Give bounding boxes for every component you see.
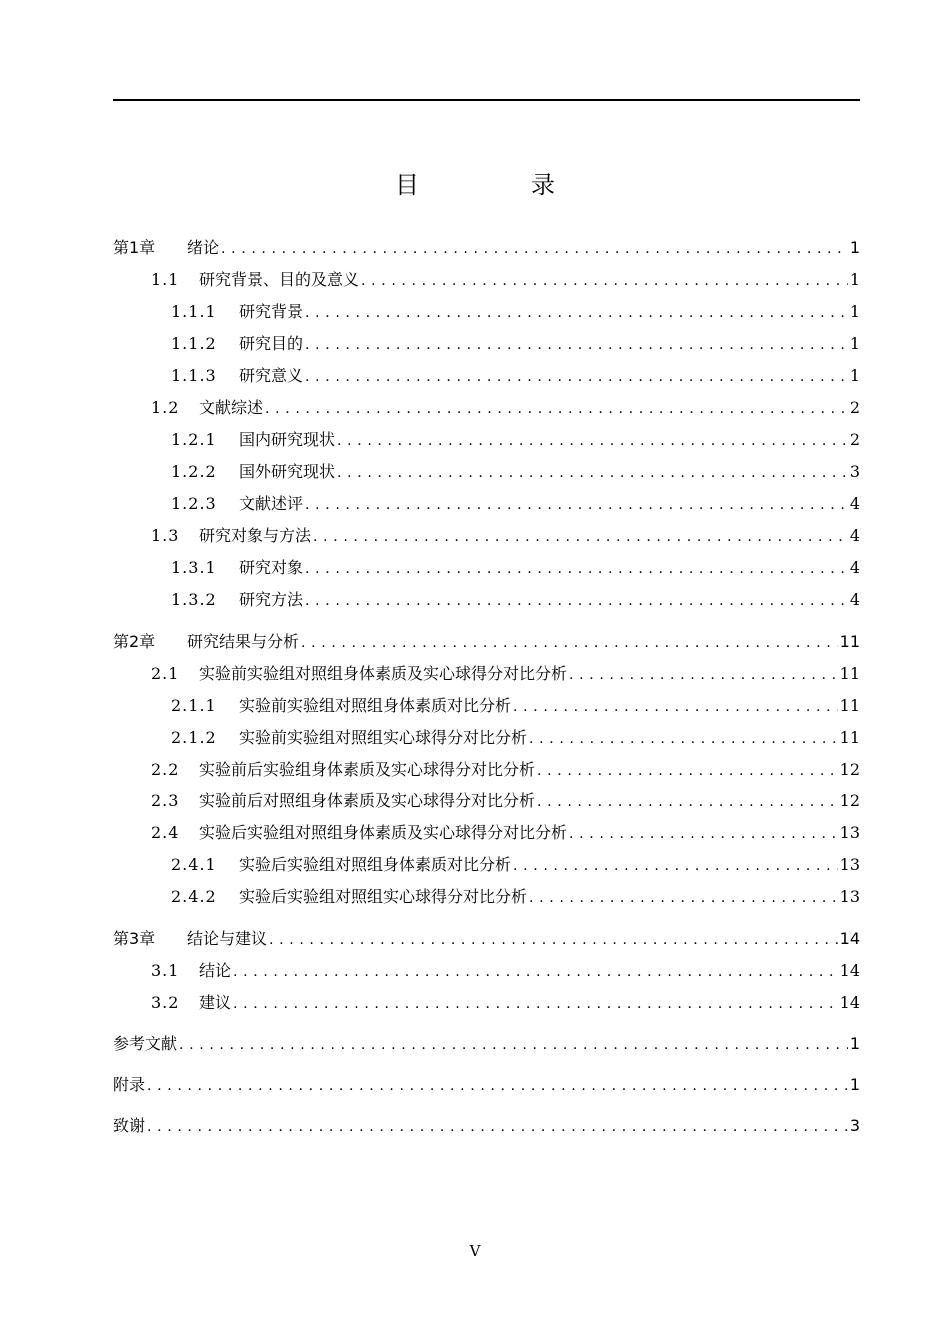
toc-entry-appendix[interactable] — [113, 1073, 860, 1097]
toc-leader-dots — [513, 854, 838, 878]
toc-leader-dots — [529, 727, 838, 751]
toc-entry-page: 11 — [839, 664, 860, 683]
toc-leader-dots — [305, 589, 848, 613]
toc-entry-number: 1.2 — [151, 398, 180, 417]
toc-leader-dots — [313, 525, 848, 549]
toc-entry-page: 4 — [849, 590, 860, 609]
toc-leader-dots — [233, 992, 838, 1016]
toc-entry-text: 研究对象 — [239, 558, 304, 577]
toc-entry-text: 结论 — [199, 961, 232, 980]
toc-entry-page: 4 — [849, 558, 860, 577]
toc-entry-page: 13 — [839, 855, 860, 874]
toc-entry-text: 研究结果与分析 — [187, 632, 300, 651]
toc-entry-number: 2.1 — [151, 664, 180, 683]
toc-entry-subsection[interactable] — [171, 853, 860, 877]
toc-entry-subsection[interactable] — [171, 492, 860, 516]
toc-leader-dots — [269, 928, 838, 952]
toc-leader-dots — [233, 960, 838, 984]
toc-entry-page: 12 — [839, 760, 860, 779]
toc-entry-page: 3 — [849, 462, 860, 481]
toc-entry-subsection[interactable] — [171, 694, 860, 718]
toc-leader-dots — [305, 557, 848, 581]
toc-leader-dots — [337, 429, 848, 453]
toc-leader-dots — [265, 397, 848, 421]
toc-entry-section[interactable] — [151, 991, 860, 1015]
toc-leader-dots — [337, 461, 848, 485]
toc-entry-number: 1.1.2 — [171, 334, 217, 353]
toc-leader-dots — [305, 493, 848, 517]
toc-leader-dots — [147, 1074, 848, 1098]
toc-entry-page: 11 — [839, 728, 860, 747]
toc-entry-text: 实验后实验组对照组身体素质及实心球得分对比分析 — [199, 823, 568, 842]
toc-leader-dots — [513, 695, 838, 719]
toc-entry-number: 2.4.1 — [171, 855, 217, 874]
toc-entry-page: 11 — [839, 696, 860, 715]
toc-leader-dots — [179, 1033, 848, 1057]
toc-entry-number: 1.2.3 — [171, 494, 217, 513]
toc-entry-subsection[interactable] — [171, 300, 860, 324]
toc-entry-page: 1 — [849, 1075, 860, 1094]
toc-entry-chapter-3[interactable] — [113, 927, 860, 951]
toc-entry-text: 实验前实验组对照组身体素质对比分析 — [239, 696, 512, 715]
toc-entry-number: 第1章 — [113, 238, 156, 257]
toc-leader-dots — [301, 631, 838, 655]
toc-entry-text: 研究意义 — [239, 366, 304, 385]
toc-entry-number: 2.4.2 — [171, 887, 217, 906]
toc-entry-subsection[interactable] — [171, 885, 860, 909]
toc-entry-page: 13 — [839, 823, 860, 842]
toc-entry-text: 绪论 — [187, 238, 220, 257]
toc-leader-dots — [147, 1115, 848, 1139]
toc-entry-subsection[interactable] — [171, 332, 860, 356]
toc-entry-subsection[interactable] — [171, 588, 860, 612]
toc-entry-section[interactable] — [151, 662, 860, 686]
toc-entry-number: 1.3.1 — [171, 558, 217, 577]
toc-entry-references[interactable] — [113, 1032, 860, 1056]
toc-leader-dots — [305, 365, 848, 389]
toc-entry-page: 13 — [839, 887, 860, 906]
toc-entry-number: 1.2.2 — [171, 462, 217, 481]
toc-entry-page: 1 — [849, 238, 860, 257]
toc-leader-dots — [361, 269, 848, 293]
toc-entry-text: 附录 — [113, 1075, 146, 1094]
toc-entry-text: 研究对象与方法 — [199, 526, 312, 545]
toc-entry-number: 1.1.1 — [171, 302, 217, 321]
toc-entry-text: 致谢 — [113, 1116, 146, 1135]
toc-entry-text: 参考文献 — [113, 1034, 178, 1053]
toc-entry-page: 1 — [849, 334, 860, 353]
toc-entry-number: 1.1 — [151, 270, 180, 289]
toc-entry-number: 3.2 — [151, 993, 180, 1012]
toc-entry-text: 实验前实验组对照组身体素质及实心球得分对比分析 — [199, 664, 568, 683]
toc-entry-number: 2.4 — [151, 823, 180, 842]
toc-entry-subsection[interactable] — [171, 556, 860, 580]
toc-entry-text: 国外研究现状 — [239, 462, 336, 481]
toc-entry-chapter-2[interactable] — [113, 630, 860, 654]
toc-entry-section[interactable] — [151, 396, 860, 420]
toc-entry-page: 1 — [849, 302, 860, 321]
toc-entry-number: 1.3 — [151, 526, 180, 545]
toc-entry-subsection[interactable] — [171, 460, 860, 484]
toc-leader-dots — [529, 886, 838, 910]
toc-entry-page: 2 — [849, 430, 860, 449]
toc-leader-dots — [221, 237, 848, 261]
toc-entry-subsection[interactable] — [171, 726, 860, 750]
toc-entry-text: 实验前后实验组身体素质及实心球得分对比分析 — [199, 760, 536, 779]
toc-entry-page: 2 — [849, 398, 860, 417]
toc-entry-section[interactable] — [151, 758, 860, 782]
toc-entry-text: 研究目的 — [239, 334, 304, 353]
toc-entry-page: 1 — [849, 270, 860, 289]
toc-leader-dots — [569, 822, 838, 846]
toc-entry-subsection[interactable] — [171, 364, 860, 388]
toc-entry-page: 14 — [839, 993, 860, 1012]
toc-entry-text: 国内研究现状 — [239, 430, 336, 449]
toc-entry-subsection[interactable] — [171, 428, 860, 452]
toc-entry-page: 14 — [839, 961, 860, 980]
toc-title: 目 录 — [395, 171, 599, 199]
toc-entry-section[interactable] — [151, 524, 860, 548]
toc-leader-dots — [569, 663, 838, 687]
toc-entry-page: 14 — [839, 929, 860, 948]
toc-leader-dots — [305, 301, 848, 325]
toc-entry-text: 研究方法 — [239, 590, 304, 609]
toc-entry-page: 1 — [849, 366, 860, 385]
toc-entry-text: 研究背景、目的及意义 — [199, 270, 360, 289]
toc-entry-page: 4 — [849, 526, 860, 545]
toc-leader-dots — [537, 759, 838, 783]
toc-entry-text: 文献述评 — [239, 494, 304, 513]
toc-entry-page: 12 — [839, 791, 860, 810]
toc-entry-section[interactable] — [151, 789, 860, 813]
header-rule — [113, 99, 860, 101]
toc-entry-number: 2.1.1 — [171, 696, 217, 715]
toc-entry-text: 结论与建议 — [187, 929, 268, 948]
toc-entry-page: 3 — [849, 1116, 860, 1135]
toc-entry-number: 2.2 — [151, 760, 180, 779]
toc-entry-text: 文献综述 — [199, 398, 264, 417]
toc-entry-text: 实验后实验组对照组身体素质对比分析 — [239, 855, 512, 874]
toc-entry-number: 1.3.2 — [171, 590, 217, 609]
footer-page-number: V — [469, 1242, 481, 1260]
toc-entry-section[interactable] — [151, 959, 860, 983]
toc-entry-page: 11 — [839, 632, 860, 651]
toc-entry-number: 1.2.1 — [171, 430, 217, 449]
toc-entry-section[interactable] — [151, 268, 860, 292]
toc-entry-acknowledgements[interactable] — [113, 1114, 860, 1138]
toc-leader-dots — [537, 790, 838, 814]
toc-entry-text: 建议 — [199, 993, 232, 1012]
toc-leader-dots — [305, 333, 848, 357]
toc-entry-text: 实验前后对照组身体素质及实心球得分对比分析 — [199, 791, 536, 810]
toc-entry-chapter-1[interactable] — [113, 236, 860, 260]
toc-entry-number: 2.3 — [151, 791, 180, 810]
toc-entry-number: 1.1.3 — [171, 366, 217, 385]
toc-entry-number: 3.1 — [151, 961, 180, 980]
toc-entry-text: 实验前实验组对照组实心球得分对比分析 — [239, 728, 528, 747]
toc-entry-page: 4 — [849, 494, 860, 513]
toc-entry-number: 第2章 — [113, 632, 156, 651]
toc-entry-number: 第3章 — [113, 929, 156, 948]
toc-entry-text: 研究背景 — [239, 302, 304, 321]
toc-entry-page: 1 — [849, 1034, 860, 1053]
toc-entry-number: 2.1.2 — [171, 728, 217, 747]
toc-entry-text: 实验后实验组对照组实心球得分对比分析 — [239, 887, 528, 906]
toc-entry-section[interactable] — [151, 821, 860, 845]
